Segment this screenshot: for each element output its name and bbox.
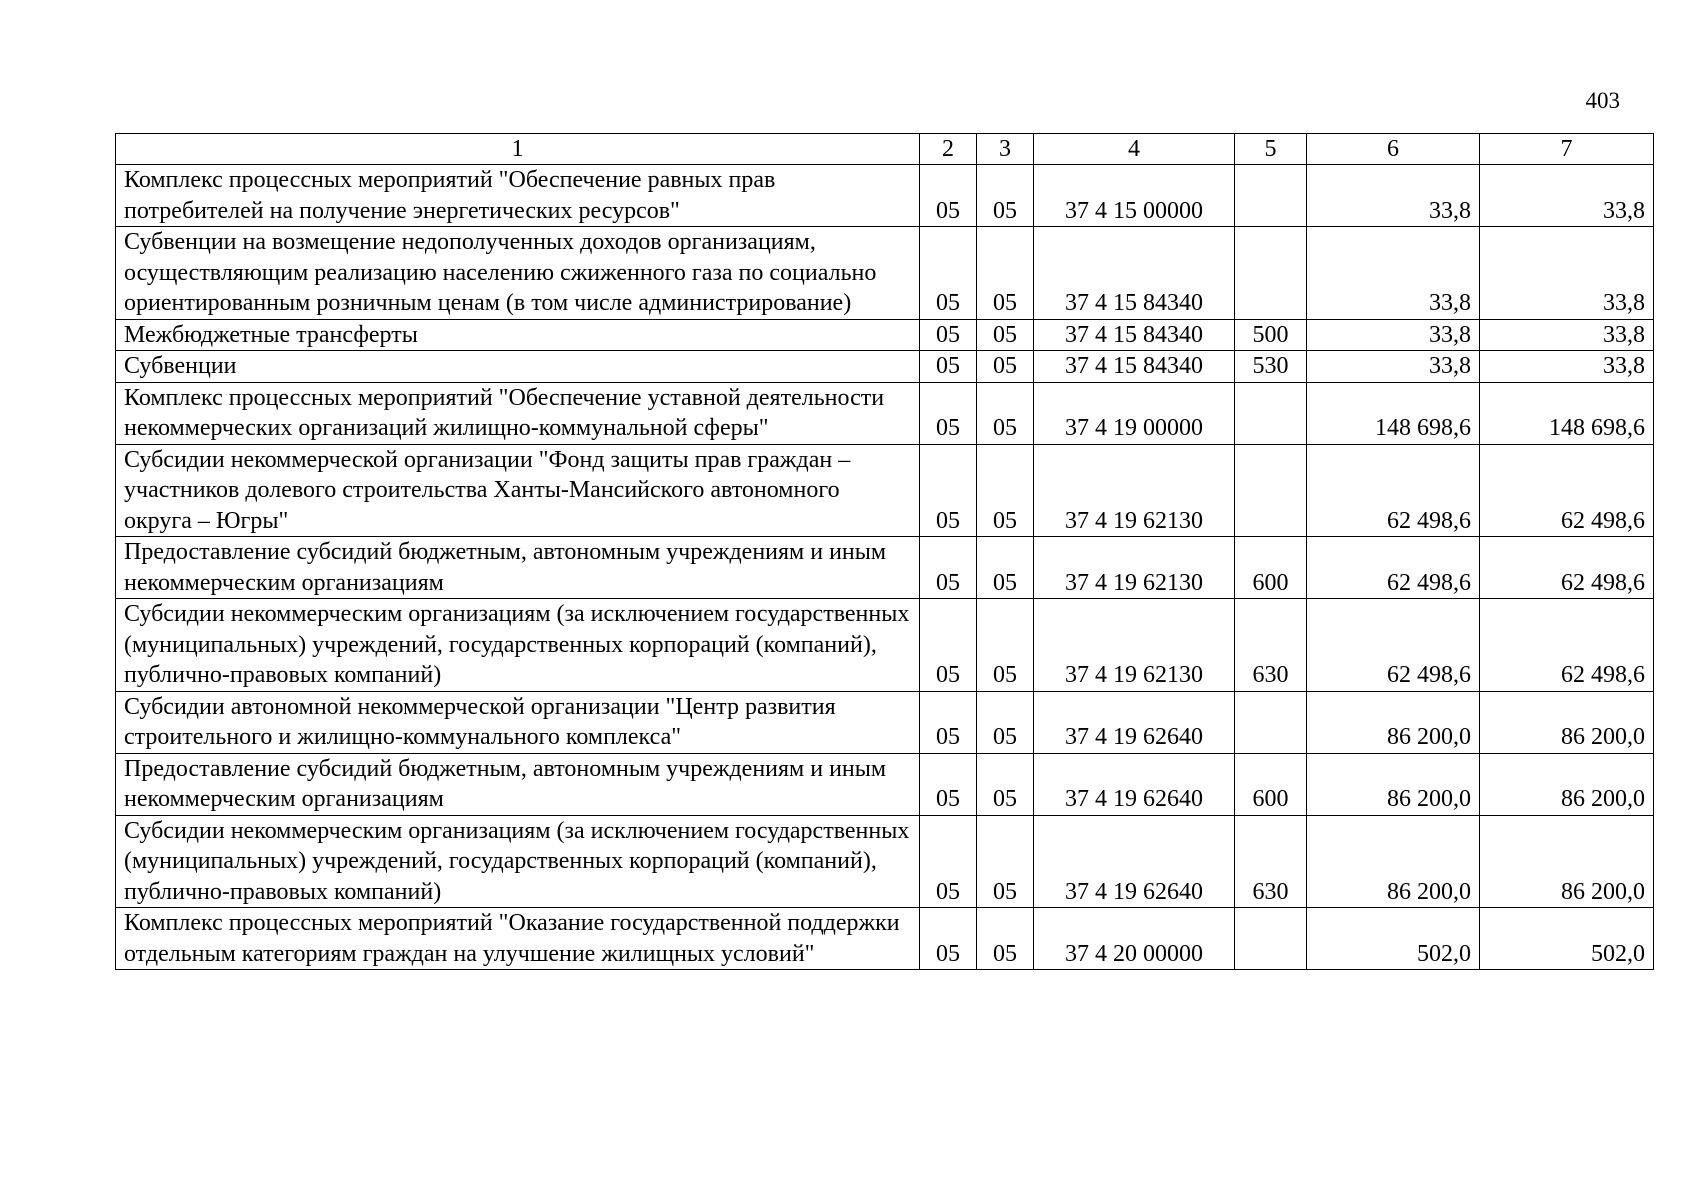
amount-col7-cell: 33,8 — [1480, 165, 1654, 227]
target-article-cell: 37 4 15 84340 — [1034, 351, 1235, 383]
header-row — [116, 134, 1654, 165]
table-body — [116, 165, 1654, 970]
target-article-cell: 37 4 20 00000 — [1034, 908, 1235, 970]
target-article-cell: 37 4 15 84340 — [1034, 227, 1235, 320]
row-name-cell: Субсидии некоммерческим организациям (за исключением государственных (муниципальных) учреждений, государственных корпораций (компаний), публично-правовых компаний) — [116, 815, 920, 908]
expense-type-cell — [1235, 227, 1307, 320]
amount-col6-cell: 62 498,6 — [1307, 444, 1480, 537]
table-row — [116, 753, 1654, 815]
subsection-code-cell: 05 — [977, 382, 1034, 444]
section-code-cell: 05 — [920, 599, 977, 692]
target-article-cell: 37 4 15 00000 — [1034, 165, 1235, 227]
row-name-cell: Субсидии некоммерческим организациям (за исключением государственных (муниципальных) учреждений, государственных корпораций (компаний), публично-правовых компаний) — [116, 599, 920, 692]
column-header-1: 1 — [116, 134, 920, 165]
expense-type-cell — [1235, 444, 1307, 537]
section-code-cell: 05 — [920, 537, 977, 599]
subsection-code-cell: 05 — [977, 227, 1034, 320]
table-row — [116, 319, 1654, 351]
amount-col6-cell: 86 200,0 — [1307, 753, 1480, 815]
amount-col7-cell: 33,8 — [1480, 351, 1654, 383]
subsection-code-cell: 05 — [977, 319, 1034, 351]
amount-col7-cell: 86 200,0 — [1480, 753, 1654, 815]
expense-type-cell: 530 — [1235, 351, 1307, 383]
table-row — [116, 908, 1654, 970]
target-article-cell: 37 4 15 84340 — [1034, 319, 1235, 351]
amount-col7-cell: 62 498,6 — [1480, 537, 1654, 599]
column-header-4: 4 — [1034, 134, 1235, 165]
table-row — [116, 165, 1654, 227]
subsection-code-cell: 05 — [977, 691, 1034, 753]
target-article-cell: 37 4 19 62130 — [1034, 537, 1235, 599]
amount-col7-cell: 86 200,0 — [1480, 691, 1654, 753]
table-row — [116, 691, 1654, 753]
table-row — [116, 815, 1654, 908]
target-article-cell: 37 4 19 62130 — [1034, 444, 1235, 537]
amount-col6-cell: 33,8 — [1307, 351, 1480, 383]
target-article-cell: 37 4 19 62640 — [1034, 815, 1235, 908]
expense-type-cell — [1235, 165, 1307, 227]
section-code-cell: 05 — [920, 382, 977, 444]
section-code-cell: 05 — [920, 753, 977, 815]
subsection-code-cell: 05 — [977, 165, 1034, 227]
section-code-cell: 05 — [920, 227, 977, 320]
column-header-7: 7 — [1480, 134, 1654, 165]
table-row — [116, 227, 1654, 320]
target-article-cell: 37 4 19 62130 — [1034, 599, 1235, 692]
row-name-cell: Комплекс процессных мероприятий "Оказание государственной поддержки отдельным категориям граждан на улучшение жилищных условий" — [116, 908, 920, 970]
table-row — [116, 382, 1654, 444]
target-article-cell: 37 4 19 62640 — [1034, 691, 1235, 753]
section-code-cell: 05 — [920, 691, 977, 753]
amount-col7-cell: 33,8 — [1480, 319, 1654, 351]
section-code-cell: 05 — [920, 165, 977, 227]
amount-col6-cell: 33,8 — [1307, 319, 1480, 351]
row-name-cell: Комплекс процессных мероприятий "Обеспечение равных прав потребителей на получение энергетических ресурсов" — [116, 165, 920, 227]
expense-type-cell: 630 — [1235, 815, 1307, 908]
expense-type-cell — [1235, 908, 1307, 970]
amount-col7-cell: 62 498,6 — [1480, 444, 1654, 537]
table-row — [116, 351, 1654, 383]
subsection-code-cell: 05 — [977, 351, 1034, 383]
amount-col6-cell: 502,0 — [1307, 908, 1480, 970]
column-header-6: 6 — [1307, 134, 1480, 165]
table-row — [116, 599, 1654, 692]
budget-table — [115, 133, 1654, 970]
amount-col7-cell: 86 200,0 — [1480, 815, 1654, 908]
expense-type-cell: 600 — [1235, 753, 1307, 815]
amount-col6-cell: 86 200,0 — [1307, 691, 1480, 753]
target-article-cell: 37 4 19 00000 — [1034, 382, 1235, 444]
section-code-cell: 05 — [920, 444, 977, 537]
subsection-code-cell: 05 — [977, 444, 1034, 537]
row-name-cell: Предоставление субсидий бюджетным, автономным учреждениям и иным некоммерческим организациям — [116, 753, 920, 815]
subsection-code-cell: 05 — [977, 599, 1034, 692]
section-code-cell: 05 — [920, 319, 977, 351]
subsection-code-cell: 05 — [977, 537, 1034, 599]
amount-col7-cell: 148 698,6 — [1480, 382, 1654, 444]
amount-col7-cell: 62 498,6 — [1480, 599, 1654, 692]
amount-col6-cell: 33,8 — [1307, 165, 1480, 227]
expense-type-cell: 600 — [1235, 537, 1307, 599]
expense-type-cell: 630 — [1235, 599, 1307, 692]
row-name-cell: Межбюджетные трансферты — [116, 319, 920, 351]
section-code-cell: 05 — [920, 351, 977, 383]
subsection-code-cell: 05 — [977, 753, 1034, 815]
table-row — [116, 537, 1654, 599]
amount-col6-cell: 62 498,6 — [1307, 599, 1480, 692]
amount-col7-cell: 33,8 — [1480, 227, 1654, 320]
column-header-5: 5 — [1235, 134, 1307, 165]
subsection-code-cell: 05 — [977, 815, 1034, 908]
expense-type-cell — [1235, 382, 1307, 444]
row-name-cell: Субсидии некоммерческой организации "Фонд защиты прав граждан – участников долевого строительства Ханты-Мансийского автономного округа – Югры" — [116, 444, 920, 537]
amount-col6-cell: 33,8 — [1307, 227, 1480, 320]
expense-type-cell: 500 — [1235, 319, 1307, 351]
amount-col6-cell: 148 698,6 — [1307, 382, 1480, 444]
amount-col6-cell: 86 200,0 — [1307, 815, 1480, 908]
row-name-cell: Субсидии автономной некоммерческой организации "Центр развития строительного и жилищно-коммунального комплекса" — [116, 691, 920, 753]
row-name-cell: Субвенции на возмещение недополученных доходов организациям, осуществляющим реализацию населению сжиженного газа по социально ориентированным розничным ценам (в том числе администрирование) — [116, 227, 920, 320]
page-number: 403 — [1585, 88, 1620, 113]
column-header-2: 2 — [920, 134, 977, 165]
row-name-cell: Комплекс процессных мероприятий "Обеспечение уставной деятельности некоммерческих организаций жилищно-коммунальной сферы" — [116, 382, 920, 444]
table-row — [116, 444, 1654, 537]
expense-type-cell — [1235, 691, 1307, 753]
section-code-cell: 05 — [920, 908, 977, 970]
column-header-3: 3 — [977, 134, 1034, 165]
amount-col6-cell: 62 498,6 — [1307, 537, 1480, 599]
section-code-cell: 05 — [920, 815, 977, 908]
row-name-cell: Субвенции — [116, 351, 920, 383]
row-name-cell: Предоставление субсидий бюджетным, автономным учреждениям и иным некоммерческим организациям — [116, 537, 920, 599]
target-article-cell: 37 4 19 62640 — [1034, 753, 1235, 815]
subsection-code-cell: 05 — [977, 908, 1034, 970]
amount-col7-cell: 502,0 — [1480, 908, 1654, 970]
